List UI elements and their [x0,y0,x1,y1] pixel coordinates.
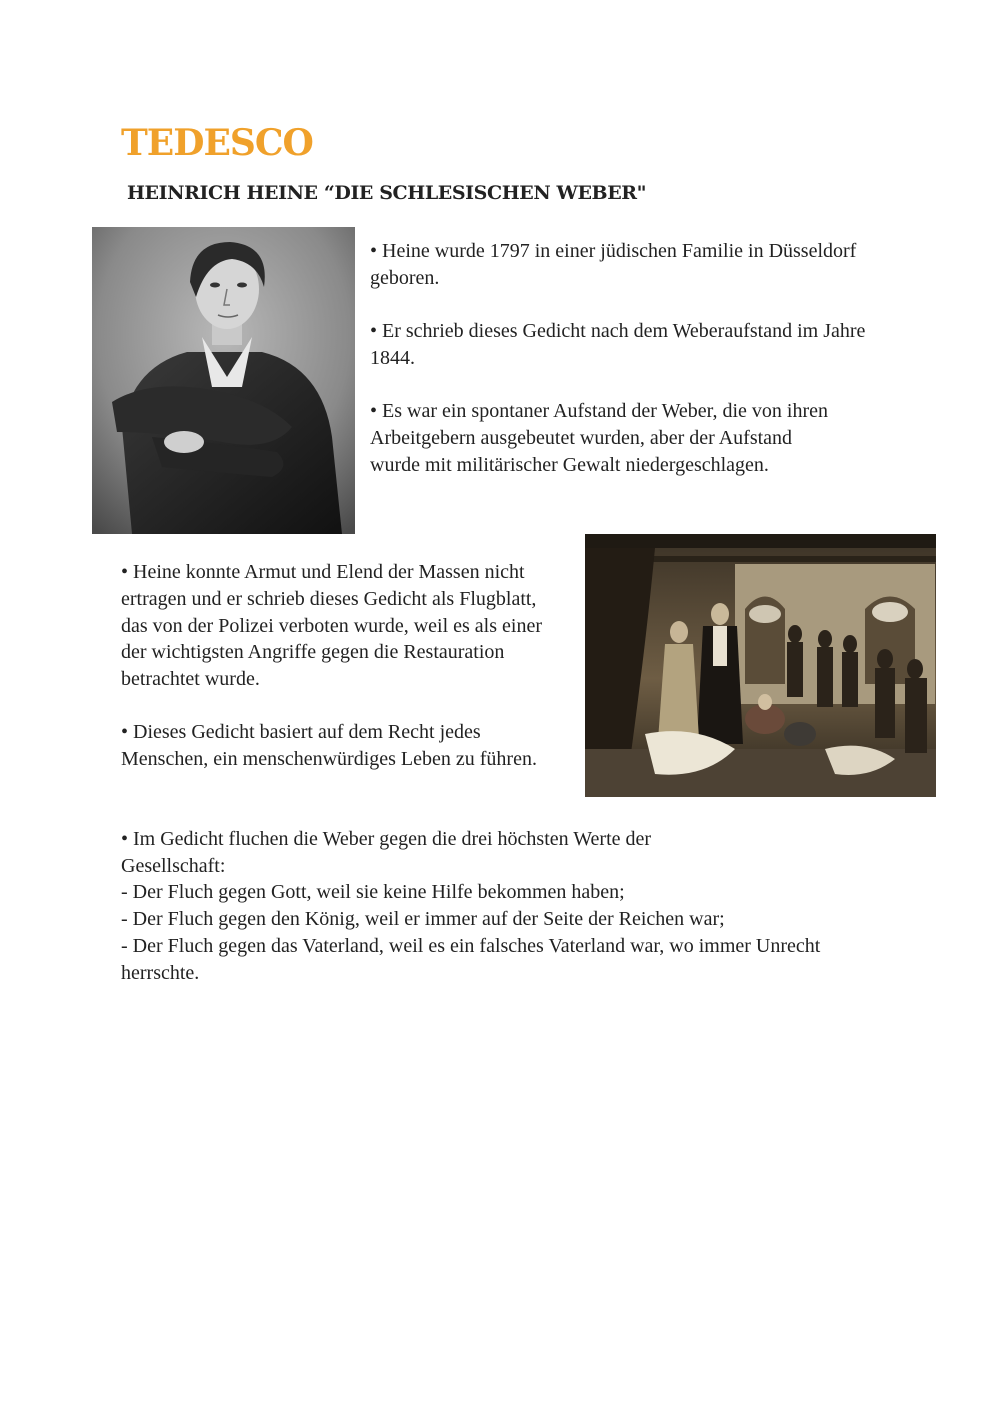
paragraph-birth: • Heine wurde 1797 in einer jüdischen Familie in Düsseldorf geboren. [370,240,857,289]
weavers-painting-icon [585,534,936,797]
paragraph-uprising: • Es war ein spontaner Aufstand der Weber, die von ihren Arbeitgebern ausgebeutet wurden, aber der Aufstand wurde mit militärischer Gewalt niedergeschlagen. [370,400,828,476]
paragraph-poem-origin: • Er schrieb dieses Gedicht nach dem Weberaufstand im Jahre 1844. [370,320,866,369]
document-title: TEDESCO [121,122,313,164]
heine-portrait-icon [92,227,355,534]
paragraph-leaflet: • Heine konnte Armut und Elend der Massen nicht ertragen und er schrieb dieses Gedicht als Flugblatt, das von der Polizei verboten wurde, weil es als einer der wichtigsten Angriffe gegen die Restauration betrachtet wurde. [121,561,542,691]
paragraph-curses-intro: • Im Gedicht fluchen die Weber gegen die drei höchsten Werte der Gesellschaft: [121,828,652,877]
paragraph-human-rights: • Dieses Gedicht basiert auf dem Recht jedes Menschen, ein menschenwürdiges Leben zu führen. [121,721,537,770]
curse-fatherland: - Der Fluch gegen das Vaterland, weil es ein falsches Vaterland war, wo immer Unrecht herrschte. [121,935,821,984]
document-subtitle: HEINRICH HEINE “DIE SCHLESISCHEN WEBER" [127,182,647,204]
curse-god: - Der Fluch gegen Gott, weil sie keine Hilfe bekommen haben; [121,881,625,903]
curse-king: - Der Fluch gegen den König, weil er immer auf der Seite der Reichen war; [121,908,725,930]
